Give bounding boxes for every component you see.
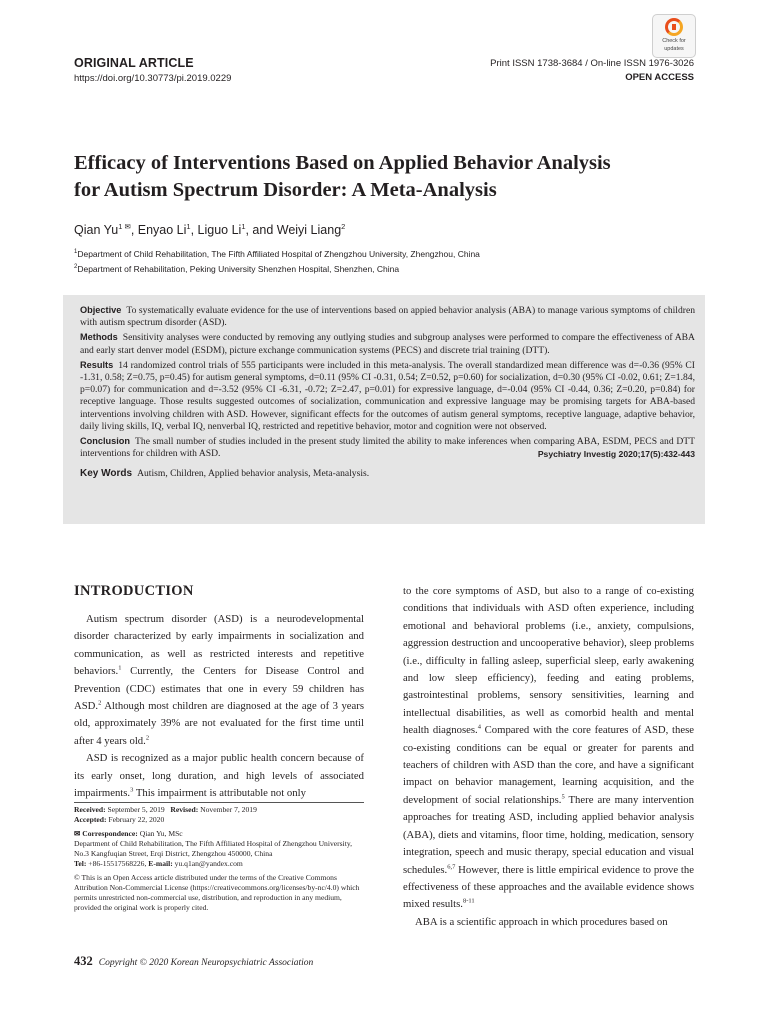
results-label: Results — [80, 359, 114, 370]
affiliation-2 — [74, 261, 480, 276]
ref-sup: 3 — [130, 786, 134, 794]
conclusion-label: Conclusion — [80, 436, 131, 447]
p1-text-c: Although most children are diagnosed at the age of 3 years old, approximately 39% are not evaluated for the first time until after 4 years old. — [74, 700, 364, 747]
accepted-label: Accepted: — [74, 815, 107, 824]
correspondence-address: Department of Child Rehabilitation, The Fifth Affiliated Hospital of Zhengzhou University, No.3 Kangfuqian Street, Erqi District, Zhengzhou 450000, China — [74, 839, 353, 858]
results-text: 14 randomized control trials of 555 participants were included in this meta-analysis. The overall standardized mean difference was d=-0.36 (95% CI -1.31, 0.58; Z=0.75, p=0.45) for autism general symptoms, d=0.11 (95% CI -0.31, 0.54; Z=0.52, p=0.60) for socialization, d=0.30 (95% CI -0.02, 0.61; Z=1.84, p=0.07) for communication and d=-3.52 (95% CI -6.31, -0.72; Z=2.47, p=0.01) for expressive language, d=-0.04 (95% CI -0.44, 0.36; Z=0.20, p=0.84) for receptive language. Those results suggested outcomes of socialization, communication and expressive language may be promising targets for ABA-based interventions involving children with ASD. However, significant effects for the outcomes of autism general symptoms, receptive language, adaptive behavior, daily living skills, IQ, verbal IQ, nenverbal IQ, restricted and repetitive behavior, motor and cognition were not observed. — [80, 359, 695, 432]
badge-text-2: updates — [664, 46, 684, 52]
abstract-results — [80, 359, 695, 433]
title-line-1: Efficacy of Interventions Based on Applied Behavior Analysis — [74, 152, 611, 174]
page-footer — [74, 952, 313, 970]
correspondence-name: Qian Yu, MSc — [139, 829, 183, 838]
body-column-left — [74, 611, 364, 802]
tel-number: +86-15517568226, — [88, 859, 147, 868]
intro-paragraph-2 — [74, 750, 364, 802]
tel-label: Tel: — [74, 859, 87, 868]
footnote-divider — [74, 802, 364, 803]
ref-sup: 4 — [477, 723, 481, 731]
email-label: E-mail: — [148, 859, 173, 868]
ref-sup: 2 — [98, 699, 102, 707]
intro-paragraph-3: ABA is a scientific approach in which procedures based on — [415, 915, 668, 928]
affiliation-1-text: Department of Child Rehabilitation, The Fifth Affiliated Hospital of Zhengzhou University, Zhengzhou, China — [77, 248, 480, 259]
open-access-label: OPEN ACCESS — [625, 72, 694, 83]
ref-sup: 1 — [118, 664, 122, 672]
c2-text-b: Compared with the core features of ASD, these co-existing conditions can be equal or greater for parents and teachers of children with ASD than the core, and have a significant impact on behavior management, learning acquisition, and the development of social relationships. — [403, 724, 694, 806]
methods-text: Sensitivity analyses were conducted by removing any outlying studies and subgroup analyses were performed to compare the effectiveness of ABA and early start denver model (ESDM), picture exchange communication systems (PECS) and discrete trial training (DTT). — [80, 332, 695, 356]
methods-label: Methods — [80, 332, 118, 343]
ref-sup: 5 — [561, 793, 565, 801]
affiliations — [74, 246, 480, 276]
author-1-sup: 1 ✉ — [118, 222, 131, 231]
affiliation-1-sup: 1 — [74, 249, 78, 255]
received-date: September 5, 2019 — [107, 805, 165, 814]
c2-text-c: There are many intervention approaches for treating ASD, including applied behavior analysis (ABA), diets and vitamins, floor time, holding, medication, sensory integration, speech and music therapy, special education and visual schedules. — [403, 793, 694, 876]
journal-citation: Psychiatry Investig 2020;17(5):432-443 — [537, 449, 695, 460]
ref-sup: 2 — [145, 734, 150, 742]
author-2: , Enyao Li — [130, 223, 187, 238]
author-4-sup: 2 — [341, 222, 346, 231]
objective-text: To systematically evaluate evidence for the use of interventions based on appied behavior analysis (ABA) to manage various symptoms of children with autism spectrum disorder (ASD). — [80, 305, 695, 329]
title-line-2: for Autism Spectrum Disorder: A Meta-Analysis — [74, 179, 497, 201]
article-type: ORIGINAL ARTICLE — [74, 56, 194, 70]
revised-label: Revised: — [170, 805, 199, 814]
intro-paragraph-2-continued — [403, 583, 694, 914]
p1-text-b: Currently, the Centers for Disease Control and Prevention (CDC) estimates that one in every 59 children has ASD. — [74, 665, 364, 713]
c2-text-a: to the core symptoms of ASD, but also to a range of co-existing conditions that individuals with ASD often experience, including emotional and behavioral problems (i.e., anxiety, compulsions, aggression destruction and uncooperative behavior), sleep problems (i.e., difficulty in falling asleep, superficial sleep, early awakening and low sleep efficiency), feeding and eating problems, gastrointestinal problems, sensory sensitivities, learning and intellectual disabilities, as well as comorbid health and mental health diagnoses. — [403, 585, 694, 737]
abstract-methods — [80, 331, 695, 356]
intro-paragraph-1 — [74, 611, 364, 750]
license-notice: © This is an Open Access article distributed under the terms of the Creative Commons Attribution Non-Commercial License (https://creativecommons.org/licenses/by-nc/4.0) which permits unrestricted non-commercial use, distribution, and reproduction in any medium, provided the original work is properly cited. — [74, 873, 360, 912]
issn: Print ISSN 1738-3684 / On-line ISSN 1976-3026 — [490, 58, 694, 69]
contact-line — [74, 859, 364, 869]
body-column-right — [403, 583, 694, 931]
author-2-sup: 1 — [186, 222, 191, 231]
keywords — [80, 468, 695, 479]
author-3-sup: 1 — [241, 222, 246, 231]
journal-header-left — [74, 56, 231, 84]
affiliation-1 — [74, 246, 480, 261]
accepted-date: February 22, 2020 — [108, 815, 165, 824]
keywords-text: Autism, Children, Applied behavior analysis, Meta-analysis. — [137, 468, 370, 480]
conclusion-text: The small number of studies included in the present study limited the ability to make inferences when comparing ABA, ESDM, PECS and DTT interventions for children with ASD. — [80, 436, 695, 460]
journal-header-right — [490, 58, 694, 83]
correspondence-label: ✉ Correspondence: — [74, 829, 138, 838]
author-4: , and Weiyi Liang — [245, 223, 342, 238]
abstract-conclusion — [80, 435, 695, 460]
author-3: , Liguo Li — [190, 223, 242, 238]
abstract-objective — [80, 304, 695, 329]
keywords-label: Key Words — [80, 468, 133, 480]
email-link[interactable]: yu.q1an@yandex.com — [174, 859, 243, 868]
check-for-updates-badge[interactable] — [652, 14, 696, 58]
badge-text-1: Check for — [662, 38, 686, 44]
affiliation-2-sup: 2 — [74, 263, 78, 270]
author-list — [74, 222, 345, 237]
article-title — [74, 150, 694, 204]
section-heading-introduction: INTRODUCTION — [74, 583, 194, 599]
revised-date: November 7, 2019 — [200, 805, 257, 814]
p2-text-b: This impairment is attributable not only — [133, 787, 306, 800]
crossmark-icon — [665, 18, 683, 36]
dates-line-2 — [74, 815, 364, 825]
article-footnotes — [74, 805, 364, 913]
p1-text-a: Autism spectrum disorder (ASD) is a neurodevelopmental disorder characterized by early impairments in socialization and communication, as well as restricted interests and repetitive behaviors. — [74, 613, 364, 678]
author-1: Qian Yu — [74, 223, 119, 238]
page-number: 432 — [74, 954, 93, 968]
correspondence — [74, 829, 364, 839]
doi-link[interactable]: https://doi.org/10.30773/pi.2019.0229 — [74, 73, 232, 84]
c2-text-d: However, there is little empirical evidence to prove the effectiveness of these approaches and the available evidence shows mixed results. — [403, 863, 694, 911]
affiliation-2-text: Department of Rehabilitation, Peking University Shenzhen Hospital, Shenzhen, China — [77, 263, 400, 274]
objective-label: Objective — [80, 305, 122, 315]
abstract-box — [63, 295, 705, 524]
dates-line-1 — [74, 805, 364, 815]
ref-sup: 6,7 — [447, 862, 456, 870]
received-label: Received: — [74, 805, 106, 814]
ref-sup: 8-11 — [462, 897, 475, 905]
p2-text-a: ASD is recognized as a major public health concern because of its early onset, long duration, and high levels of associated impairments. — [74, 752, 364, 800]
copyright: Copyright © 2020 Korean Neuropsychiatric Association — [98, 958, 314, 968]
